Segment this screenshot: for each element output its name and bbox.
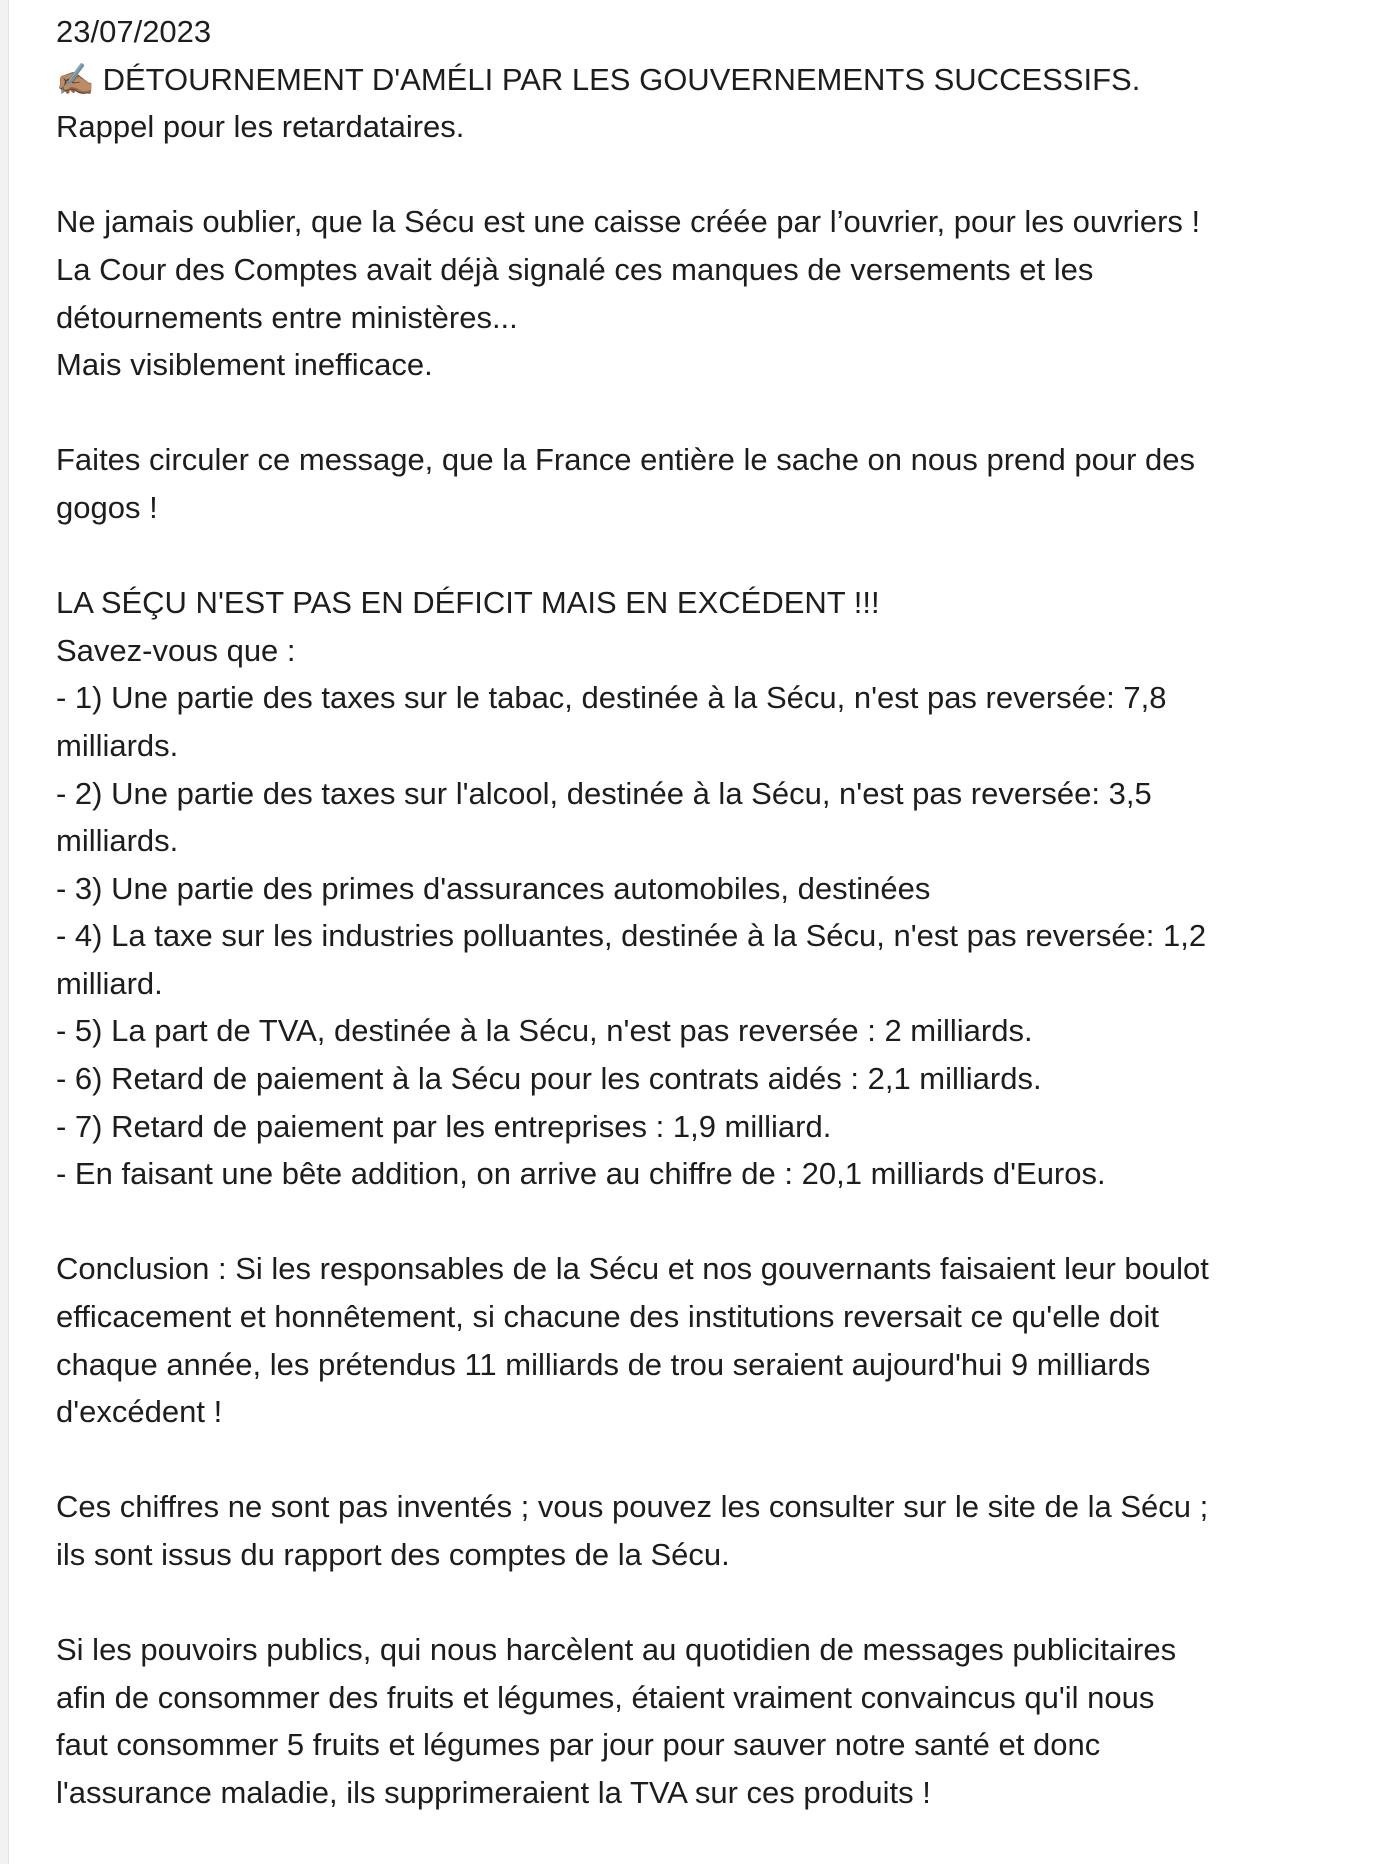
text-line: d'excédent ! [56,1394,223,1430]
paragraph [56,198,1356,388]
text-line: Ces chiffres ne sont pas inventés ; vous pouvez les consulter sur le site de la Sécu ; [56,1489,1209,1525]
text-line: - 7) Retard de paiement par les entreprises : 1,9 milliard. [56,1108,832,1144]
post-body [56,151,1356,1817]
text-line: La Cour des Comptes avait déjà signalé ces manques de versements et les [56,251,1094,287]
text-line: milliards. [56,823,179,859]
writing-hand-icon: ✍🏽 [56,61,95,97]
text-line: détournements entre ministères... [56,299,518,335]
text-line: gogos ! [56,489,158,525]
paragraph-gap [56,1579,1356,1627]
text-line: - 6) Retard de paiement à la Sécu pour les contrats aidés : 2,1 milliards. [56,1061,1042,1097]
text-line: Savez-vous que : [56,632,296,668]
paragraph [56,579,1356,1198]
text-line: faut consommer 5 fruits et légumes par jour pour sauver notre santé et donc [56,1727,1101,1763]
text-line: LA SÉÇU N'EST PAS EN DÉFICIT MAIS EN EXCÉDENT !!! [56,585,880,621]
post-title-text: DÉTOURNEMENT D'AMÉLI PAR LES GOUVERNEMENTS SUCCESSIFS. [102,61,1141,97]
text-line: efficacement et honnêtement, si chacune des institutions reversait ce qu'elle doit [56,1299,1160,1335]
text-line: Faites circuler ce message, que la France entière le sache on nous prend pour des [56,442,1196,478]
paragraph-gap [56,532,1356,580]
text-line: chaque année, les prétendus 11 milliards de trou seraient aujourd'hui 9 milliards [56,1346,1151,1382]
text-line: - 4) La taxe sur les industries polluantes, destinée à la Sécu, n'est pas reversée: 1,2 [56,918,1207,954]
text-line: l'assurance maladie, ils supprimeraient la TVA sur ces produits ! [56,1774,931,1810]
text-line: - 5) La part de TVA, destinée à la Sécu, n'est pas reversée : 2 milliards. [56,1013,1033,1049]
text-line: - 2) Une partie des taxes sur l'alcool, destinée à la Sécu, n'est pas reversée: 3,5 [56,775,1152,811]
paragraph-gap [56,151,1356,199]
text-line: milliard. [56,965,163,1001]
text-line: - 3) Une partie des primes d'assurances automobiles, destinées [56,870,931,906]
text-line: milliards. [56,727,179,763]
post-date: 23/07/2023 [56,14,212,49]
text-line: Conclusion : Si les responsables de la Sécu et nos gouvernants faisaient leur boulot [56,1251,1209,1287]
post-subtitle: Rappel pour les retardataires. [56,109,465,145]
text-line: ils sont issus du rapport des comptes de la Sécu. [56,1537,730,1572]
text-line: Ne jamais oublier, que la Sécu est une caisse créée par l’ouvrier, pour les ouvriers ! [56,204,1201,240]
paragraph-gap [56,389,1356,437]
paragraph-gap [56,1198,1356,1246]
left-border [0,0,9,1864]
text-line: - En faisant une bête addition, on arrive au chiffre de : 20,1 milliards d'Euros. [56,1156,1106,1192]
paragraph [56,1626,1356,1816]
text-line: - 1) Une partie des taxes sur le tabac, destinée à la Sécu, n'est pas reversée: 7,8 [56,680,1167,716]
paragraph [56,1245,1356,1435]
message-post [56,8,1356,1817]
paragraph [56,436,1356,531]
paragraph [56,1483,1356,1578]
text-line: Si les pouvoirs publics, qui nous harcèlent au quotidien de messages publicitaires [56,1632,1177,1668]
text-line: Mais visiblement inefficace. [56,347,433,383]
post-title [56,56,1356,104]
paragraph-gap [56,1436,1356,1484]
text-line: afin de consommer des fruits et légumes, étaient vraiment convaincus qu'il nous [56,1679,1155,1715]
